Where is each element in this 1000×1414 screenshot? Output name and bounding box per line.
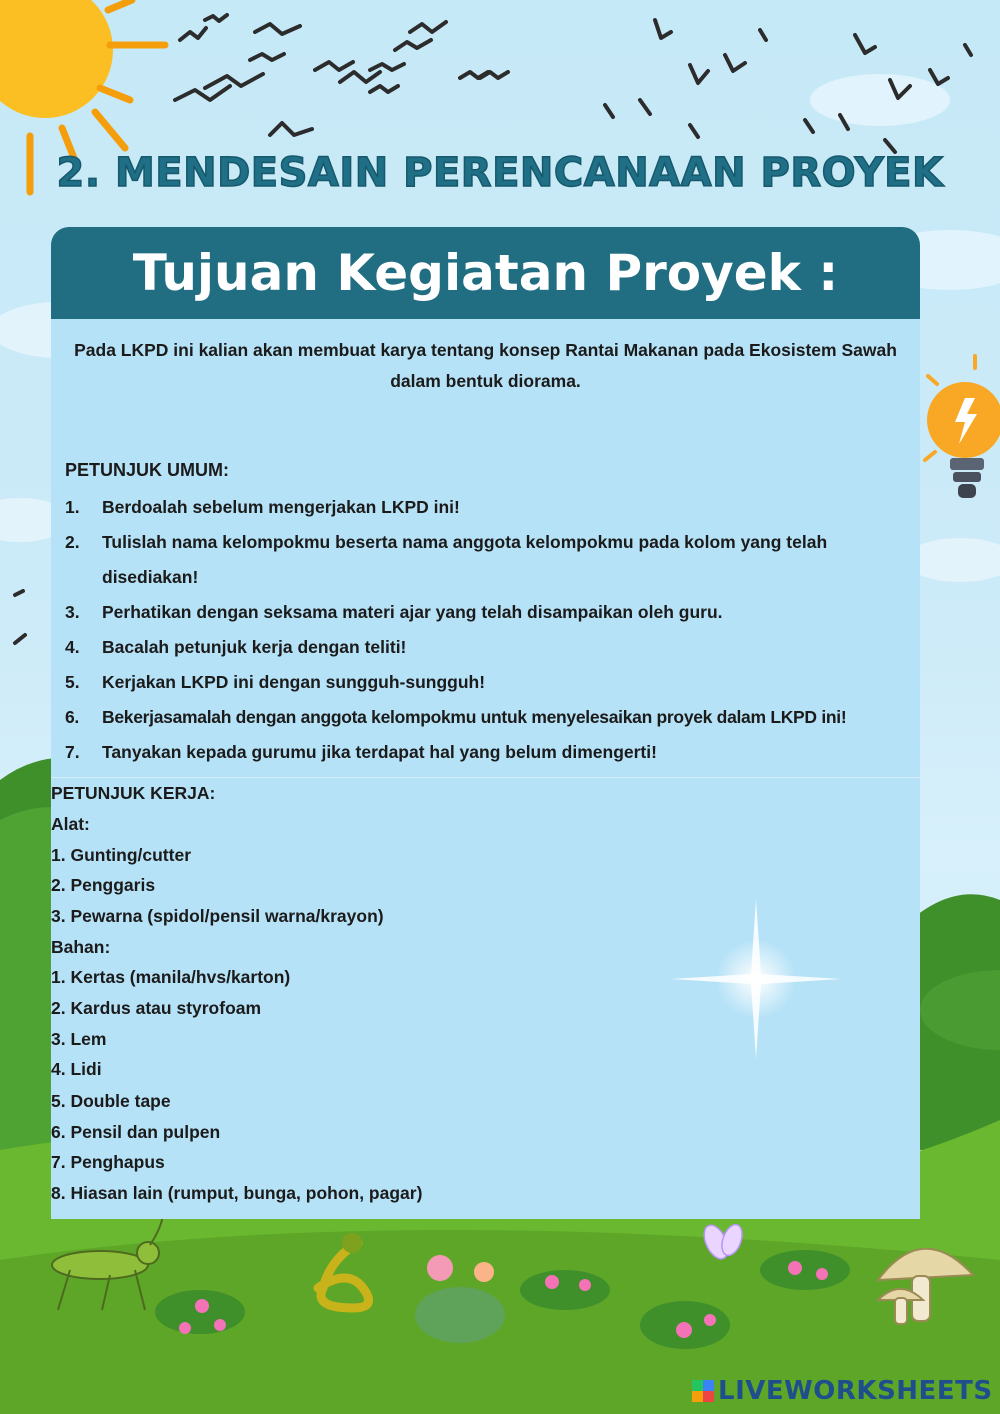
list-item bbox=[65, 595, 925, 630]
list-number: 6. bbox=[65, 707, 79, 727]
list-number: 3. bbox=[65, 602, 80, 622]
bahan-item: 8. Hiasan lain (rumput, bunga, pohon, pagar) bbox=[51, 1183, 423, 1203]
bahan-item: 6. Pensil dan pulpen bbox=[51, 1122, 221, 1142]
page-title: 2. MENDESAIN PERENCANAAN PROYEK bbox=[56, 150, 944, 196]
alat-heading: Alat: bbox=[51, 814, 90, 834]
liveworksheets-brand[interactable]: LIVEWORKSHEETS bbox=[718, 1376, 993, 1406]
divider bbox=[51, 777, 920, 778]
petunjuk-umum-list bbox=[65, 490, 925, 770]
intro-line: Pada LKPD ini kalian akan membuat karya tentang konsep Rantai Makanan pada Ekosistem Sawah bbox=[74, 340, 897, 360]
list-text: Tanyakan kepada gurumu jika terdapat hal yang belum dimengerti! bbox=[102, 742, 657, 762]
card-body bbox=[51, 319, 920, 1219]
alat-item: 2. Penggaris bbox=[51, 875, 156, 895]
bahan-item: 5. Double tape bbox=[51, 1091, 171, 1111]
list-item bbox=[65, 665, 925, 700]
list-text: Kerjakan LKPD ini dengan sungguh-sungguh! bbox=[102, 672, 486, 692]
card-title: Tujuan Kegiatan Proyek : bbox=[132, 244, 839, 302]
liveworksheets-logo-icon bbox=[692, 1380, 714, 1402]
sparkle-icon bbox=[611, 879, 861, 1079]
list-number: 1. bbox=[65, 497, 80, 517]
petunjuk-umum-heading: PETUNJUK UMUM: bbox=[65, 460, 229, 480]
list-text: Perhatikan dengan seksama materi ajar yang telah disampaikan oleh guru. bbox=[102, 602, 723, 622]
list-text: Berdoalah sebelum mengerjakan LKPD ini! bbox=[102, 497, 460, 517]
bahan-heading: Bahan: bbox=[51, 937, 111, 957]
list-item bbox=[65, 735, 925, 770]
list-number: 4. bbox=[65, 637, 80, 657]
list-number: 5. bbox=[65, 672, 80, 692]
bahan-item: 4. Lidi bbox=[51, 1059, 102, 1079]
list-text: Bekerjasamalah dengan anggota kelompokmu untuk menyelesaikan proyek dalam LKPD ini! bbox=[102, 707, 847, 727]
list-item bbox=[65, 630, 925, 665]
list-number: 7. bbox=[65, 742, 80, 762]
lightbulb-icon bbox=[925, 356, 1000, 498]
bahan-item: 3. Lem bbox=[51, 1029, 107, 1049]
bahan-item: 7. Penghapus bbox=[51, 1152, 165, 1172]
alat-item: 3. Pewarna (spidol/pensil warna/krayon) bbox=[51, 906, 384, 926]
list-item bbox=[65, 525, 882, 595]
alat-item: 1. Gunting/cutter bbox=[51, 845, 191, 865]
intro-line: dalam bentuk diorama. bbox=[390, 371, 581, 391]
petunjuk-kerja-heading: PETUNJUK KERJA: bbox=[51, 783, 216, 803]
list-item bbox=[65, 490, 925, 525]
list-item bbox=[65, 700, 925, 735]
card-header bbox=[51, 227, 920, 319]
bahan-item: 2. Kardus atau styrofoam bbox=[51, 998, 262, 1018]
intro-text bbox=[51, 335, 920, 397]
list-number: 2. bbox=[65, 532, 80, 552]
list-text: Bacalah petunjuk kerja dengan teliti! bbox=[102, 637, 407, 657]
bahan-item: 1. Kertas (manila/hvs/karton) bbox=[51, 967, 291, 987]
list-text: Tulislah nama kelompokmu beserta nama anggota kelompokmu pada kolom yang telah disediakan! bbox=[102, 532, 828, 587]
